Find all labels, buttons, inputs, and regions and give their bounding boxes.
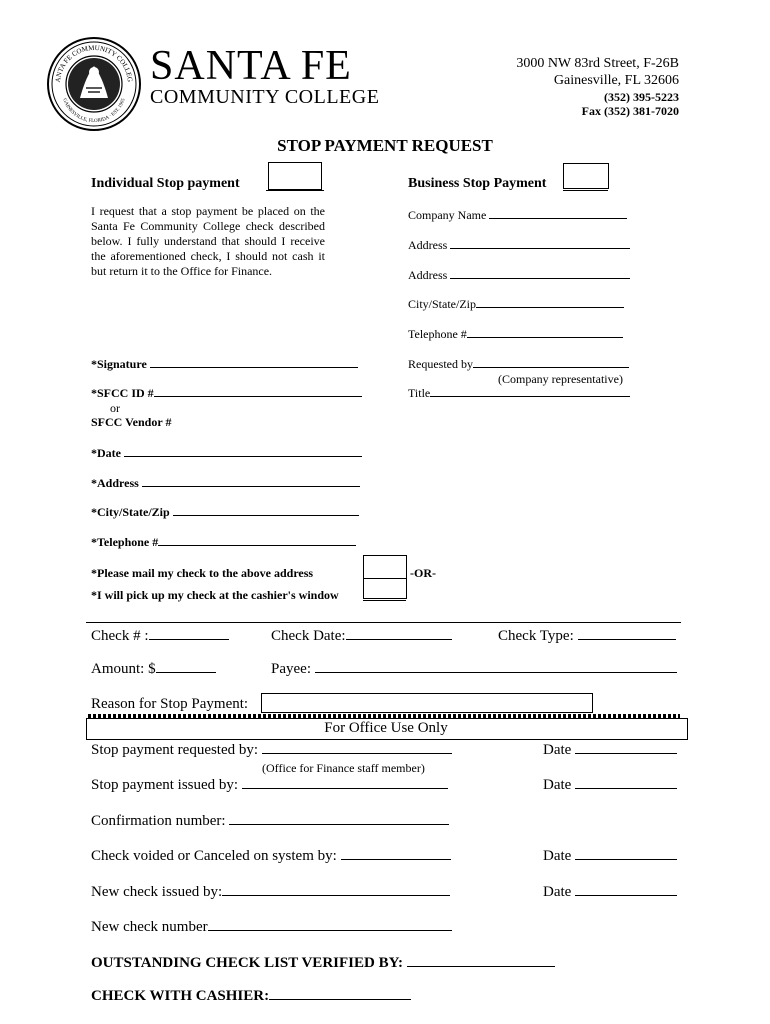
date4-field[interactable] (543, 884, 677, 901)
vendor-label: SFCC Vendor # (91, 415, 172, 429)
company-name-field[interactable] (408, 208, 627, 223)
address-label: *Address (91, 476, 139, 490)
fax-number: Fax (352) 381-7020 (581, 104, 679, 118)
address-line1: 3000 NW 83rd Street, F-26B (516, 56, 679, 71)
date2-field[interactable] (543, 777, 677, 794)
requested-by-field[interactable] (408, 357, 629, 372)
business-checkbox[interactable] (563, 163, 609, 189)
business-address2-field[interactable] (408, 268, 630, 283)
company-rep-note: (Company representative) (498, 372, 623, 386)
date2-label: Date (543, 777, 572, 793)
business-telephone-label: Telephone # (408, 327, 467, 341)
business-address2-label: Address (408, 268, 448, 282)
pickup-check-label: *I will pick up my check at the cashier's window (91, 588, 339, 602)
requested-by-label: Requested by (408, 357, 473, 371)
new-check-issued-field[interactable] (91, 884, 450, 901)
sfcc-id-field[interactable] (91, 386, 362, 401)
sfcc-id-label: *SFCC ID # (91, 386, 154, 400)
outstanding-verified-field[interactable] (91, 955, 555, 972)
page-title: STOP PAYMENT REQUEST (277, 136, 493, 155)
voided-field[interactable] (91, 848, 451, 865)
outstanding-verified-label: OUTSTANDING CHECK LIST VERIFIED BY: (91, 955, 404, 971)
staff-note: (Office for Finance staff member) (262, 761, 425, 775)
check-date-label: Check Date: (271, 628, 346, 644)
pickup-check-checkbox[interactable] (363, 578, 407, 599)
business-address1-field[interactable] (408, 238, 630, 253)
signature-label: *Signature (91, 357, 147, 371)
business-checkbox-underline (563, 190, 608, 191)
company-name-label: Company Name (408, 208, 487, 222)
date1-field[interactable] (543, 742, 677, 759)
city-state-zip-label: *City/State/Zip (91, 505, 170, 519)
date3-field[interactable] (543, 848, 677, 865)
date-label: *Date (91, 446, 121, 460)
requested-by-office-label: Stop payment requested by: (91, 742, 259, 758)
or-separator: -OR- (410, 566, 436, 580)
seal-text-bottom: GAINESVILLE, FLORIDA · EST. 1965 (61, 98, 127, 125)
business-city-label: City/State/Zip (408, 297, 476, 311)
check-type-field[interactable] (498, 628, 676, 645)
payee-label: Payee: (271, 661, 311, 677)
new-check-issued-label: New check issued by: (91, 884, 223, 900)
college-subtitle: COMMUNITY COLLEGE (150, 86, 380, 108)
check-type-label: Check Type: (498, 628, 574, 644)
date-field[interactable] (91, 446, 362, 461)
telephone-label: *Telephone # (91, 535, 159, 549)
amount-field[interactable] (91, 661, 216, 678)
pickup-checkbox-underline (363, 600, 406, 601)
business-city-field[interactable] (408, 297, 624, 312)
check-with-cashier-field[interactable] (91, 988, 411, 1005)
confirmation-field[interactable] (91, 813, 449, 830)
check-with-cashier-label: CHECK WITH CASHIER: (91, 988, 270, 1004)
business-heading: Business Stop Payment (408, 176, 547, 191)
check-number-field[interactable] (91, 628, 229, 645)
individual-checkbox[interactable] (268, 162, 322, 190)
voided-label: Check voided or Canceled on system by: (91, 848, 337, 864)
new-check-number-field[interactable] (91, 919, 452, 936)
check-number-label: Check # : (91, 628, 149, 644)
individual-checkbox-underline (266, 190, 324, 191)
request-paragraph: I request that a stop payment be placed on the Santa Fe Community College check described below. I fully understand that should I receive the aforementioned check, I should not cash it but return it to the Office for Finance. (91, 204, 325, 278)
payee-field[interactable] (271, 661, 677, 678)
address-field[interactable] (91, 476, 360, 491)
amount-label: Amount: $ (91, 661, 156, 677)
requested-by-office-field[interactable] (91, 742, 452, 759)
issued-by-field[interactable] (91, 777, 448, 794)
office-use-heading: For Office Use Only (324, 720, 448, 736)
date4-label: Date (543, 884, 572, 900)
confirmation-label: Confirmation number: (91, 813, 226, 829)
section-divider (86, 622, 681, 623)
title-label: Title (408, 386, 431, 400)
city-state-zip-field[interactable] (91, 505, 359, 520)
check-date-field[interactable] (271, 628, 452, 645)
issued-by-label: Stop payment issued by: (91, 777, 239, 793)
business-telephone-field[interactable] (408, 327, 623, 342)
mail-check-label: *Please mail my check to the above address (91, 566, 314, 580)
phone-number: (352) 395-5223 (604, 90, 679, 104)
telephone-field[interactable] (91, 535, 356, 550)
individual-heading: Individual Stop payment (91, 176, 240, 191)
date3-label: Date (543, 848, 572, 864)
new-check-number-label: New check number (91, 919, 208, 935)
college-seal (46, 36, 142, 132)
seal-text-top: ANTA FE COMMUNITY COLLEG (53, 43, 134, 83)
address-line2: Gainesville, FL 32606 (553, 73, 679, 88)
mail-check-checkbox[interactable] (363, 555, 407, 579)
date1-label: Date (543, 742, 572, 758)
reason-label: Reason for Stop Payment: (91, 696, 249, 712)
college-name: SANTA FE (150, 43, 352, 89)
business-address1-label: Address (408, 238, 448, 252)
reason-input[interactable] (261, 693, 593, 713)
signature-field[interactable] (91, 357, 358, 372)
title-field[interactable] (408, 386, 630, 401)
or-text: or (110, 401, 120, 415)
